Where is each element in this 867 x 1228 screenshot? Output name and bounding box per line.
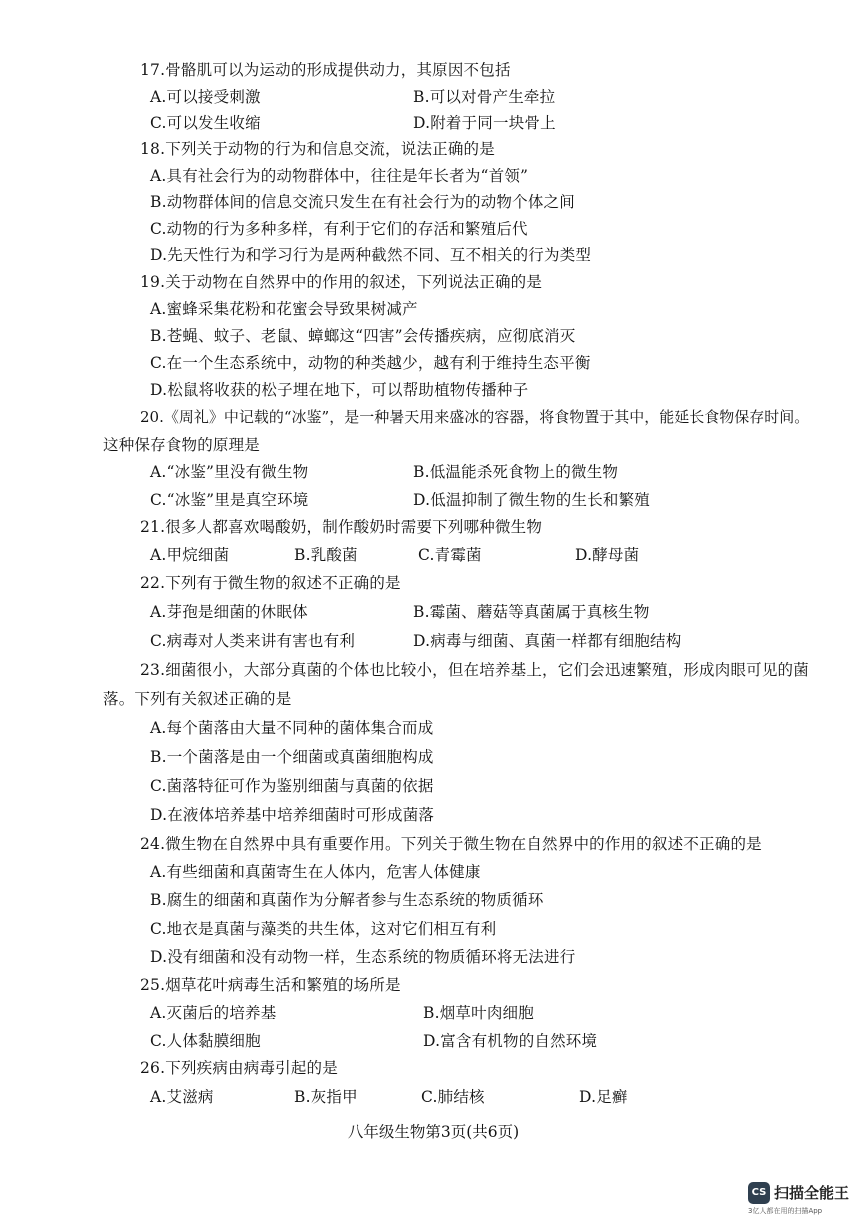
option-b: B.苍蝇、蚊子、老鼠、蟑螂这“四害”会传播疾病，应彻底消灭 [150,327,576,345]
option-d: D.病毒与细菌、真菌一样都有细胞结构 [413,632,682,650]
option-c: C.青霉菌 [418,546,482,564]
option-a: A.每个菌落由大量不同种的菌体集合而成 [150,719,434,737]
option-c: C.可以发生收缩 [150,114,261,132]
question-stem: 26.下列疾病由病毒引起的是 [140,1059,338,1077]
watermark-subtitle: 3亿人都在用的扫描App [748,1207,823,1215]
option-a: A.灭菌后的培养基 [150,1004,277,1022]
option-a: A.甲烷细菌 [150,546,230,564]
option-b: B.霉菌、蘑菇等真菌属于真核生物 [413,603,650,621]
option-b: B.可以对骨产生牵拉 [413,88,556,106]
question-stem: 23.细菌很小，大部分真菌的个体也比较小，但在培养基上，它们会迅速繁殖，形成肉眼可见的菌 [140,661,809,679]
option-b: B.腐生的细菌和真菌作为分解者参与生态系统的物质循环 [150,891,544,909]
option-a: A.“冰鉴”里没有微生物 [150,463,309,481]
option-c: C.“冰鉴”里是真空环境 [150,491,309,509]
option-c: C.地衣是真菌与藻类的共生体，这对它们相互有利 [150,920,497,938]
question-stem: 19.关于动物在自然界中的作用的叙述，下列说法正确的是 [140,273,543,291]
option-c: C.在一个生态系统中，动物的种类越少，越有利于维持生态平衡 [150,354,591,372]
option-a: A.具有社会行为的动物群体中，往往是年长者为“首领” [150,167,529,185]
option-d: D.富含有机物的自然环境 [423,1032,598,1050]
option-b: B.乳酸菌 [294,546,358,564]
option-c: C.肺结核 [421,1088,485,1106]
option-a: A.可以接受刺激 [150,88,261,106]
option-a: A.艾滋病 [150,1088,214,1106]
option-a: A.芽孢是细菌的休眠体 [150,603,308,621]
option-d: D.在液体培养基中培养细菌时可形成菌落 [150,806,435,824]
question-stem: 22.下列有于微生物的叙述不正确的是 [140,574,401,592]
option-d: D.足癣 [579,1088,628,1106]
question-stem: 21.很多人都喜欢喝酸奶，制作酸奶时需要下列哪种微生物 [140,518,543,536]
option-a: A.蜜蜂采集花粉和花蜜会导致果树减产 [150,300,418,318]
scanner-watermark [748,1180,860,1220]
option-d: D.先天性行为和学习行为是两种截然不同、互不相关的行为类型 [150,246,592,264]
question-stem: 25.烟草花叶病毒生活和繁殖的场所是 [140,976,401,994]
option-a: A.有些细菌和真菌寄生在人体内，危害人体健康 [150,863,481,881]
option-c: C.人体黏膜细胞 [150,1032,261,1050]
page-footer: 八年级生物第3页(共6页) [347,1123,520,1141]
option-d: D.低温抑制了微生物的生长和繁殖 [413,491,651,509]
option-b: B.烟草叶肉细胞 [423,1004,534,1022]
question-stem-continued: 这种保存食物的原理是 [103,436,261,454]
question-stem: 18.下列关于动物的行为和信息交流，说法正确的是 [140,140,495,158]
option-d: D.松鼠将收获的松子埋在地下，可以帮助植物传播种子 [150,381,529,399]
question-stem-continued: 落。下列有关叙述正确的是 [103,690,292,708]
option-b: B.灰指甲 [294,1088,358,1106]
option-c: C.动物的行为多种多样，有利于它们的存活和繁殖后代 [150,220,528,238]
option-d: D.酵母菌 [575,546,640,564]
option-c: C.病毒对人类来讲有害也有利 [150,632,356,650]
option-b: B.一个菌落是由一个细菌或真菌细胞构成 [150,748,434,766]
question-stem: 24.微生物在自然界中具有重要作用。下列关于微生物在自然界中的作用的叙述不正确的是 [140,835,762,853]
camscanner-logo-icon: CS [748,1182,770,1204]
question-stem: 20.《周礼》中记载的“冰鉴”，是一种暑天用来盛冰的容器，将食物置于其中，能延长食物保存时间。 [140,408,810,426]
watermark-title: 扫描全能王 [774,1184,850,1202]
option-b: B.动物群体间的信息交流只发生在有社会行为的动物个体之间 [150,193,575,211]
question-stem: 17.骨骼肌可以为运动的形成提供动力，其原因不包括 [140,61,511,79]
option-d: D.附着于同一块骨上 [413,114,556,132]
option-b: B.低温能杀死食物上的微生物 [413,463,619,481]
option-d: D.没有细菌和没有动物一样，生态系统的物质循环将无法进行 [150,948,576,966]
option-c: C.菌落特征可作为鉴别细菌与真菌的依据 [150,777,434,795]
